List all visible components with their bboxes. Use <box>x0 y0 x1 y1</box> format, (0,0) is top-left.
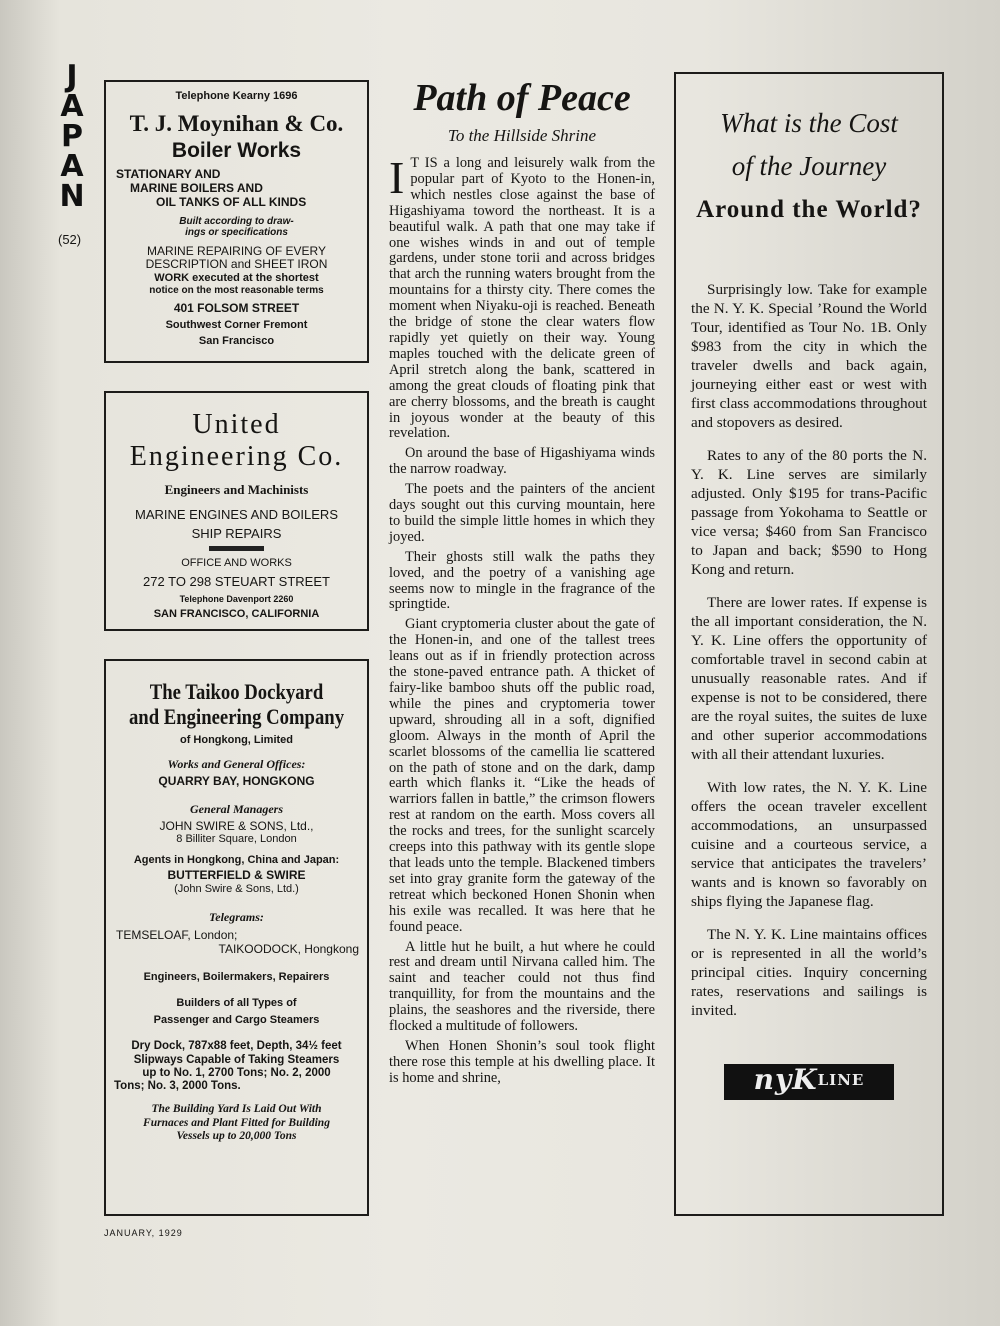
spine-letter: P <box>61 119 83 154</box>
article-paragraph: Giant cryptomeria cluster about the gate of the Honen-in, and one of the tallest trees leans out as if in friendly protection across the stone-paved entrance path. A thicket of fairy-like bamboo shuts off the public road, while the pines and cryptomeria tower upward, shrouding all in a soft, dignified gloom. Always in the month of April the scarlet blossoms of the camellia lie scattered on the path of stone and on the dark, damp earth which flanks it. “Like the heads of warriors fallen in battle,” the crimson flowers rest at random on the earth. Moss covers all the rocks and trees, for the sunlight scarcely creeps into this pathway with its gentle slope that leads unto the temple. Blackened timbers set into gray granite form the gateway of the retreat which beckoned Honen Shonin when his exile was recalled. It was here that he found peace. <box>389 616 655 935</box>
ad-line: WORK executed at the shortest <box>154 272 319 285</box>
taikoo-dockyard-ad <box>104 659 369 1216</box>
ad-subtitle: Boiler Works <box>171 139 302 163</box>
article-paragraph <box>389 152 655 442</box>
ad-line: BUTTERFIELD & SWIRE <box>167 867 306 882</box>
ad-company-name: T. J. Moynihan & Co. <box>129 110 344 136</box>
divider <box>209 546 264 551</box>
ad-company-name: The Taikoo Dockyard <box>149 679 324 704</box>
ad-line: (John Swire & Sons, Ltd.) <box>174 882 299 895</box>
nyk-line-logo <box>724 1064 894 1100</box>
page-number: (52) <box>58 232 82 247</box>
ad-heading: of the Journey <box>731 151 887 182</box>
ad-line: OFFICE AND WORKS <box>181 557 292 570</box>
article-paragraph: Their ghosts still walk the paths they loved, and the poetry of a vanishing age seems now to mingle in the fragrance of the springtide. <box>389 548 655 613</box>
ad-tagline: Engineers and Machinists <box>164 482 309 498</box>
ad-phone: Telephone Davenport 2260 <box>179 593 294 604</box>
ad-line: up to No. 1, 2700 Tons; No. 2, 2000 <box>142 1066 331 1079</box>
issue-date: JANUARY, 1929 <box>104 1228 183 1238</box>
ad-phone: Telephone Kearny 1696 <box>175 90 298 102</box>
spine-letter: A <box>60 89 84 124</box>
spine-letter: N <box>59 179 85 214</box>
ad-city: SAN FRANCISCO, CALIFORNIA <box>153 608 320 621</box>
article-paragraph: When Honen Shonin’s soul took flight there rose this temple at his dwelling place. It is home and shrine, <box>389 1037 655 1086</box>
ad-line: MARINE REPAIRING OF EVERY <box>147 243 326 258</box>
ad-line: Dry Dock, 787x88 feet, Depth, 34½ feet <box>131 1040 342 1053</box>
nyk-paragraph: With low rates, the N. Y. K. Line offers the ocean traveler excellent accommodations, an unsurpassed cuisine and a courteous service, a service that anticipates the travelers’ wants and is known so favorably on ships flying the Japanese flag. <box>691 778 927 910</box>
ad-line: Passenger and Cargo Steamers <box>153 1013 320 1026</box>
spine-letter: J <box>66 59 78 94</box>
ad-line: DESCRIPTION and SHEET IRON <box>145 257 328 272</box>
ad-line: STATIONARY AND <box>116 167 221 182</box>
ad-address: 401 FOLSOM STREET <box>173 301 300 316</box>
ad-heading: What is the Cost <box>720 108 898 138</box>
ad-line: Tons; No. 3, 2000 Tons. <box>114 1080 241 1093</box>
ad-line: Southwest Corner Fremont <box>165 319 308 332</box>
moynihan-ad <box>104 80 369 363</box>
ad-line: TEMSELOAF, London; <box>116 927 238 942</box>
ad-line: notice on the most reasonable terms <box>149 284 324 296</box>
ad-label: General Managers <box>189 801 283 816</box>
article-title: Path of Peace <box>413 77 631 119</box>
ad-label: Telegrams: <box>209 910 264 925</box>
logo-main-text: nyK <box>753 1062 818 1096</box>
ad-line: Engineers, Boilermakers, Repairers <box>143 970 330 983</box>
drop-cap: I <box>389 152 405 203</box>
ad-heading: Around the World? <box>696 196 922 224</box>
article-path-of-peace <box>389 78 655 1091</box>
ad-line: ings or specifications <box>185 227 288 239</box>
ad-label: Works and General Offices: <box>167 757 306 772</box>
ad-line: OIL TANKS OF ALL KINDS <box>156 194 307 209</box>
magazine-spine-title <box>57 59 87 214</box>
paragraph-text: T IS a long and leisurely walk from the popular part of Kyoto to the Honen-in, which nestles close against the base of Higashiyama toword the northeast. It is a beautiful walk. A path that one may take if one wishes winds in and out of temple gardens, under stone torii and across bridges that arch the running waters brought from the mountains for a thirsty city. There comes the moment when Niyaku-oji is reached. Beneath the bridge of stone the clear waters flow rapidly yet quietly on their way. Young maples touched with the delicate green of April stretch along the bank, scattered in among the great clouds of floating pink that are cherry blossoms, and the breath is caught in joyous wonder at the beauty of this revelation. <box>389 155 655 442</box>
ad-line: Built according to draw- <box>179 215 294 227</box>
ad-label: Agents in Hongkong, China and Japan: <box>133 854 340 867</box>
ad-address: 272 TO 298 STEUART STREET <box>143 573 330 589</box>
ad-company-name: and Engineering Company <box>128 704 345 730</box>
ad-line: TAIKOODOCK, Hongkong <box>218 941 359 956</box>
united-engineering-ad <box>104 391 369 631</box>
article-paragraph: The poets and the painters of the ancient days sought out this curving mountain, here to build the simple little homes in which they joyed. <box>389 481 655 545</box>
nyk-copy <box>676 225 942 1020</box>
ad-line: of Hongkong, Limited <box>179 733 294 746</box>
ad-city: San Francisco <box>198 334 275 347</box>
ad-line: Builders of all Types of <box>176 997 297 1010</box>
ad-line: JOHN SWIRE & SONS, Ltd., <box>159 818 314 833</box>
ad-line: MARINE BOILERS AND <box>130 181 263 196</box>
nyk-paragraph: The N. Y. K. Line maintains offices or is represented in all the world’s principal cities. Inquiry concerning rates, reservations and sailings is invited. <box>691 925 927 1019</box>
logo-small-text: LINE <box>817 1070 865 1089</box>
ad-line: Slipways Capable of Taking Steamers <box>133 1053 340 1066</box>
article-subtitle: To the Hillside Shrine <box>447 126 597 145</box>
ad-line: Vessels up to 20,000 Tons <box>176 1129 297 1142</box>
article-body <box>389 152 655 1087</box>
ad-line: QUARRY BAY, HONGKONG <box>158 774 315 789</box>
ad-line: 8 Billiter Square, London <box>176 833 297 846</box>
ad-line: SHIP REPAIRS <box>191 526 282 542</box>
nyk-paragraph: Surprisingly low. Take for example the N. Y. K. Special ’Round the World Tour, identified as Tour No. 1B. Only $983 from the city in which the traveler dwells and back again, journeying either east or west with first class accommodations throughout and stopovers as desired. <box>691 280 927 431</box>
ad-line: MARINE ENGINES AND BOILERS <box>135 507 338 523</box>
nyk-line-ad <box>674 72 944 1216</box>
nyk-paragraph: There are lower rates. If expense is the all important consideration, the N. Y. K. Line offers the opportunity of comfortable travel in second cabin at unusually reasonable rates. And if expense is not to be considered, there are the royal suites, the suites de luxe and other superior accommodations with all their attendant luxuries. <box>691 593 927 763</box>
ad-company-name: Engineering Co. <box>129 441 344 473</box>
ad-line: The Building Yard Is Laid Out With <box>151 1103 322 1116</box>
spine-letter: A <box>60 149 84 184</box>
ad-company-name: United <box>192 409 281 440</box>
ad-line: Furnaces and Plant Fitted for Building <box>143 1116 330 1129</box>
nyk-paragraph: Rates to any of the 80 ports the N. Y. K. Line serves are similarly adjusted. Only $195 for trans-Pacific passage from Yokohama to Seattle or vice versa; $460 from San Francisco to Japan and back; $590 to Hong Kong and return. <box>691 446 927 578</box>
article-paragraph: A little hut he built, a hut where he could rest and dream until Nirvana called him. The saint and teacher could not thus find tranquillity, for from the mountains and the plains, the seashores and the riverside, there flocked a multitude of followers. <box>389 938 655 1035</box>
article-paragraph: On around the base of Higashiyama winds the narrow roadway. <box>389 445 655 478</box>
